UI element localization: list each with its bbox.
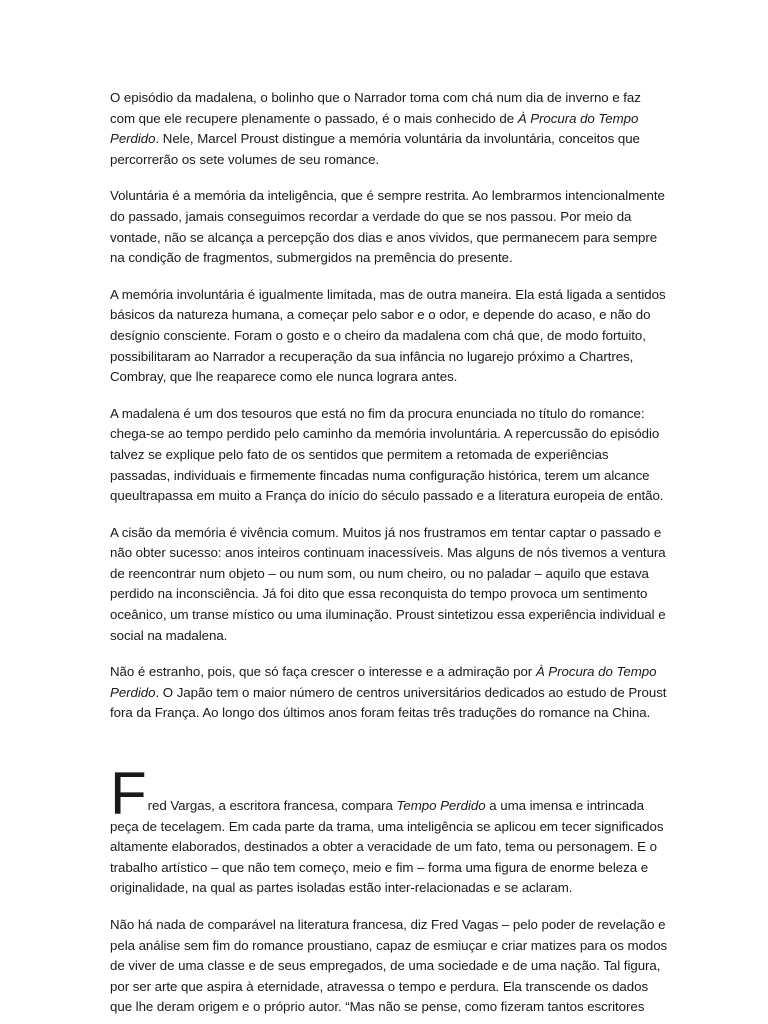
paragraph-1 [110, 88, 668, 170]
paragraph-1-text-a: O episódio da madalena, o bolinho que o Narrador toma com chá num dia de inverno e faz com que ele recupere plenamente o passado, é o mais conhecido de [110, 90, 641, 126]
paragraph-6 [110, 662, 668, 724]
paragraph-2: Voluntária é a memória da inteligência, que é sempre restrita. Ao lembrarmos intencionalmente do passado, jamais conseguimos recordar a verdade do que se nos passou. Por meio da vontade, não se alcança a percepção dos dias e anos vividos, que permanecem para sempre na condição de fragmentos, submergidos na premência do presente. [110, 188, 665, 266]
paragraph-4: A madalena é um dos tesouros que está no fim da procura enunciada no título do romance: chega-se ao tempo perdido pelo caminho da memória involuntária. A repercussão do episódio talvez se explique pelo fato de os sentidos que permitem a retomada de experiências passadas, individuais e firmemente fincadas numa configuração histórica, terem um alcance queultrapassa em muito a França do início do século passado e a literatura europeia de então. [110, 405, 664, 504]
section-gap [110, 740, 668, 770]
paragraph-7-text-c: a uma imensa e intrincada peça de tecelagem. Em cada parte da trama, uma inteligência se aplicou em tecer significados altamente elaborados, destinados a obter a veracidade de um fato, tema ou personagem. E o trabalho artístico – que não tem começo, meio e fim – forma uma figura de enorme beleza e originalidade, na qual as partes isoladas estão inter-relacionadas e se aclaram. [110, 798, 664, 896]
paragraph-7 [110, 760, 668, 899]
paragraph-3: A memória involuntária é igualmente limitada, mas de outra maneira. Ela está ligada a sentidos básicos da natureza humana, a começar pelo sabor e o odor, e depende do acaso, e não do desígnio consciente. Foram o gosto e o cheiro da madalena com chá que, de modo fortuito, possibilitaram ao Narrador a recuperação da sua infância no lugarejo próximo a Chartres, Combray, que lhe reaparece como ele nunca lograra antes. [110, 286, 666, 385]
paragraph-6-text-a: Não é estranho, pois, que só faça crescer o interesse e a admiração por [110, 664, 536, 680]
paragraph-7-text-a: red Vargas, a escritora francesa, compara [147, 798, 397, 814]
book-title-italic: À Procura do Tempo Perdido [110, 664, 657, 700]
book-title-italic: Tempo Perdido [396, 798, 486, 814]
paragraph-6-text-c: . O Japão tem o maior número de centros universitários dedicados ao estudo de Proust fora da França. Ao longo dos últimos anos foram feitas três traduções do romance na China. [110, 684, 667, 721]
paragraph-8: Não há nada de comparável na literatura francesa, diz Fred Vagas – pelo poder de revelação e pela análise sem fim do romance proustiano, capaz de esmiuçar e criar matizes para os modos de viver de uma classe e de seus empregados, de uma sociedade e de uma nação. Tal figura, por ser arte que aspira à eternidade, atravessa o tempo e perdura. Ela transcende os dados que lhe deram origem e o próprio autor. “Mas não se pense, como fizeram tantos escritores [110, 917, 668, 1015]
paragraph-1-text-c: . Nele, Marcel Proust distingue a memória voluntária da involuntária, conceitos que percorrerão os sete volumes de seu romance. [110, 131, 640, 167]
paragraph-5: A cisão da memória é vivência comum. Muitos já nos frustramos em tentar captar o passado e não obter sucesso: anos inteiros continuam inacessíveis. Mas alguns de nós tivemos a ventura de reencontrar num objeto – ou num som, ou num cheiro, ou no paladar – aquilo que estava perdido na inconsciência. Já foi dito que essa reconquista do tempo provoca um sentimento oceânico, um transe místico ou uma iluminação. Proust sintetizou essa experiência individual e social na madalena. [110, 524, 666, 643]
drop-cap: F [110, 760, 147, 828]
book-title-italic: À Procura do Tempo Perdido [110, 110, 639, 147]
dropcap-spacer [110, 770, 668, 796]
